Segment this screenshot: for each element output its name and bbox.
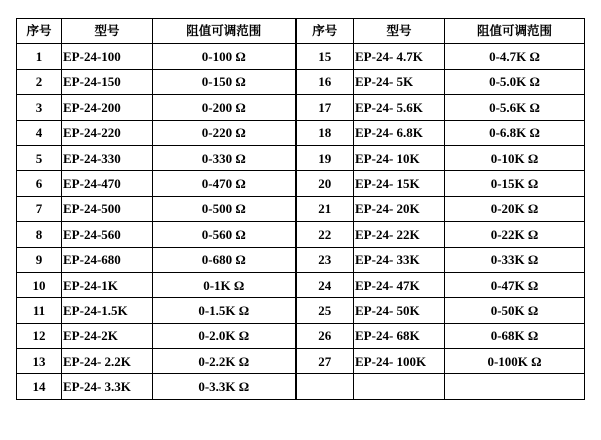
model-cell-left: EP-24-2K xyxy=(62,323,153,348)
range-cell-right: 0-4.7K Ω xyxy=(445,44,585,69)
model-cell-right xyxy=(354,374,445,399)
range-cell-right: 0-22K Ω xyxy=(445,222,585,247)
range-cell-left: 0-680 Ω xyxy=(153,247,296,272)
range-cell-right: 0-10K Ω xyxy=(445,145,585,170)
model-cell-right: EP-24- 100K xyxy=(354,349,445,374)
model-cell-left: EP-24-150 xyxy=(62,69,153,94)
model-cell-left: EP-24- 3.3K xyxy=(62,374,153,399)
range-cell-right xyxy=(445,374,585,399)
range-cell-left: 0-1K Ω xyxy=(153,272,296,297)
model-cell-left: EP-24- 2.2K xyxy=(62,349,153,374)
range-cell-left: 0-2.0K Ω xyxy=(153,323,296,348)
row-number-right: 24 xyxy=(296,272,354,297)
row-number-right xyxy=(296,374,354,399)
row-number-right: 25 xyxy=(296,298,354,323)
range-cell-left: 0-200 Ω xyxy=(153,95,296,120)
row-number-right: 20 xyxy=(296,171,354,196)
header-row xyxy=(17,19,585,44)
range-cell-left: 0-100 Ω xyxy=(153,44,296,69)
row-number-left: 2 xyxy=(17,69,62,94)
row-number-left: 12 xyxy=(17,323,62,348)
model-cell-left: EP-24-200 xyxy=(62,95,153,120)
model-cell-left: EP-24-470 xyxy=(62,171,153,196)
model-cell-right: EP-24- 47K xyxy=(354,272,445,297)
table-row xyxy=(17,171,585,196)
header-range-left: 阻值可调范围 xyxy=(153,19,296,44)
model-cell-left: EP-24-680 xyxy=(62,247,153,272)
model-cell-right: EP-24- 6.8K xyxy=(354,120,445,145)
header-no-left: 序号 xyxy=(17,19,62,44)
range-cell-right: 0-68K Ω xyxy=(445,323,585,348)
row-number-left: 9 xyxy=(17,247,62,272)
row-number-right: 19 xyxy=(296,145,354,170)
row-number-right: 27 xyxy=(296,349,354,374)
model-cell-left: EP-24-1.5K xyxy=(62,298,153,323)
row-number-left: 1 xyxy=(17,44,62,69)
table-row xyxy=(17,272,585,297)
row-number-left: 8 xyxy=(17,222,62,247)
range-cell-left: 0-2.2K Ω xyxy=(153,349,296,374)
row-number-right: 22 xyxy=(296,222,354,247)
header-model-right: 型号 xyxy=(354,19,445,44)
model-cell-left: EP-24-330 xyxy=(62,145,153,170)
table-row xyxy=(17,120,585,145)
range-cell-left: 0-150 Ω xyxy=(153,69,296,94)
range-cell-left: 0-500 Ω xyxy=(153,196,296,221)
table-row xyxy=(17,95,585,120)
table-row xyxy=(17,349,585,374)
model-cell-left: EP-24-100 xyxy=(62,44,153,69)
row-number-left: 13 xyxy=(17,349,62,374)
range-cell-left: 0-220 Ω xyxy=(153,120,296,145)
range-cell-right: 0-100K Ω xyxy=(445,349,585,374)
model-cell-right: EP-24- 68K xyxy=(354,323,445,348)
model-cell-right: EP-24- 4.7K xyxy=(354,44,445,69)
table-row xyxy=(17,323,585,348)
row-number-right: 23 xyxy=(296,247,354,272)
row-number-right: 18 xyxy=(296,120,354,145)
range-cell-right: 0-15K Ω xyxy=(445,171,585,196)
range-cell-left: 0-560 Ω xyxy=(153,222,296,247)
range-cell-left: 0-470 Ω xyxy=(153,171,296,196)
model-cell-left: EP-24-1K xyxy=(62,272,153,297)
table-row xyxy=(17,247,585,272)
model-cell-right: EP-24- 5.6K xyxy=(354,95,445,120)
table-row xyxy=(17,69,585,94)
table-row xyxy=(17,196,585,221)
model-cell-right: EP-24- 50K xyxy=(354,298,445,323)
model-cell-right: EP-24- 15K xyxy=(354,171,445,196)
row-number-left: 11 xyxy=(17,298,62,323)
table-row xyxy=(17,44,585,69)
row-number-left: 3 xyxy=(17,95,62,120)
range-cell-right: 0-5.0K Ω xyxy=(445,69,585,94)
range-cell-left: 0-330 Ω xyxy=(153,145,296,170)
header-model-left: 型号 xyxy=(62,19,153,44)
table-row xyxy=(17,222,585,247)
model-cell-left: EP-24-500 xyxy=(62,196,153,221)
range-cell-right: 0-20K Ω xyxy=(445,196,585,221)
row-number-right: 26 xyxy=(296,323,354,348)
row-number-left: 7 xyxy=(17,196,62,221)
row-number-left: 6 xyxy=(17,171,62,196)
model-cell-right: EP-24- 5K xyxy=(354,69,445,94)
row-number-right: 15 xyxy=(296,44,354,69)
row-number-right: 21 xyxy=(296,196,354,221)
resistance-spec-table xyxy=(16,18,585,400)
range-cell-right: 0-5.6K Ω xyxy=(445,95,585,120)
table-row xyxy=(17,145,585,170)
table-row xyxy=(17,374,585,399)
model-cell-right: EP-24- 22K xyxy=(354,222,445,247)
model-cell-left: EP-24-560 xyxy=(62,222,153,247)
header-range-right: 阻值可调范围 xyxy=(445,19,585,44)
row-number-right: 16 xyxy=(296,69,354,94)
row-number-left: 10 xyxy=(17,272,62,297)
model-cell-right: EP-24- 20K xyxy=(354,196,445,221)
row-number-left: 5 xyxy=(17,145,62,170)
row-number-right: 17 xyxy=(296,95,354,120)
range-cell-right: 0-6.8K Ω xyxy=(445,120,585,145)
row-number-left: 4 xyxy=(17,120,62,145)
model-cell-right: EP-24- 10K xyxy=(354,145,445,170)
row-number-left: 14 xyxy=(17,374,62,399)
table-row xyxy=(17,298,585,323)
range-cell-right: 0-50K Ω xyxy=(445,298,585,323)
table-body xyxy=(17,44,585,399)
range-cell-right: 0-47K Ω xyxy=(445,272,585,297)
range-cell-left: 0-1.5K Ω xyxy=(153,298,296,323)
range-cell-left: 0-3.3K Ω xyxy=(153,374,296,399)
header-no-right: 序号 xyxy=(296,19,354,44)
model-cell-left: EP-24-220 xyxy=(62,120,153,145)
range-cell-right: 0-33K Ω xyxy=(445,247,585,272)
model-cell-right: EP-24- 33K xyxy=(354,247,445,272)
